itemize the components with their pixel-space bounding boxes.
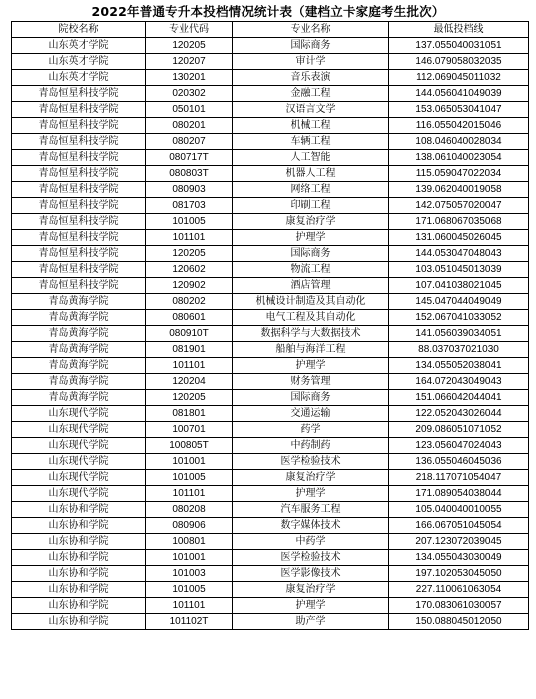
- cell-school-name: 山东协和学院: [12, 502, 146, 518]
- table-row: [12, 102, 529, 118]
- cell-min-score: 144.053047048043: [389, 246, 529, 262]
- table-body: [12, 38, 529, 630]
- table-row: [12, 166, 529, 182]
- cell-major-code: 080903: [146, 182, 233, 198]
- cell-min-score: 141.056039034051: [389, 326, 529, 342]
- cell-major-name: 医学检验技术: [233, 454, 389, 470]
- table-row: [12, 54, 529, 70]
- cell-major-code: 080207: [146, 134, 233, 150]
- cell-min-score: 145.047044049049: [389, 294, 529, 310]
- header-major-code: 专业代码: [146, 22, 233, 38]
- cell-major-name: 酒店管理: [233, 278, 389, 294]
- cell-major-code: 080803T: [146, 166, 233, 182]
- table-row: [12, 150, 529, 166]
- table-row: [12, 134, 529, 150]
- cell-major-name: 音乐表演: [233, 70, 389, 86]
- cell-major-name: 机器人工程: [233, 166, 389, 182]
- table-row: [12, 422, 529, 438]
- cell-school-name: 青岛黄海学院: [12, 326, 146, 342]
- header-school-name: 院校名称: [12, 22, 146, 38]
- table-row: [12, 470, 529, 486]
- cell-major-name: 康复治疗学: [233, 582, 389, 598]
- cell-major-name: 国际商务: [233, 390, 389, 406]
- cell-min-score: 88.037037021030: [389, 342, 529, 358]
- cell-school-name: 山东现代学院: [12, 454, 146, 470]
- table-row: [12, 294, 529, 310]
- cell-major-name: 康复治疗学: [233, 470, 389, 486]
- cell-min-score: 134.055043030049: [389, 550, 529, 566]
- cell-major-code: 101001: [146, 550, 233, 566]
- cell-major-code: 120204: [146, 374, 233, 390]
- cell-min-score: 166.067051045054: [389, 518, 529, 534]
- table-row: [12, 230, 529, 246]
- cell-school-name: 青岛恒星科技学院: [12, 246, 146, 262]
- cell-major-name: 财务管理: [233, 374, 389, 390]
- cell-school-name: 山东英才学院: [12, 70, 146, 86]
- table-row: [12, 70, 529, 86]
- cell-major-name: 网络工程: [233, 182, 389, 198]
- cell-min-score: 138.061040023054: [389, 150, 529, 166]
- table-row: [12, 38, 529, 54]
- cell-min-score: 115.059047022034: [389, 166, 529, 182]
- cell-major-code: 080202: [146, 294, 233, 310]
- cell-major-code: 080717T: [146, 150, 233, 166]
- table-row: [12, 342, 529, 358]
- table-row: [12, 278, 529, 294]
- cell-school-name: 山东协和学院: [12, 534, 146, 550]
- cell-major-name: 国际商务: [233, 38, 389, 54]
- cell-min-score: 218.117071054047: [389, 470, 529, 486]
- table-row: [12, 310, 529, 326]
- cell-major-name: 船舶与海洋工程: [233, 342, 389, 358]
- cell-major-code: 120205: [146, 38, 233, 54]
- cell-major-name: 护理学: [233, 358, 389, 374]
- cell-min-score: 151.066042044041: [389, 390, 529, 406]
- cell-min-score: 144.056041049039: [389, 86, 529, 102]
- table-row: [12, 86, 529, 102]
- cell-school-name: 青岛黄海学院: [12, 294, 146, 310]
- cell-major-name: 金融工程: [233, 86, 389, 102]
- cell-min-score: 164.072043049043: [389, 374, 529, 390]
- cell-major-name: 护理学: [233, 486, 389, 502]
- table-row: [12, 454, 529, 470]
- cell-major-name: 康复治疗学: [233, 214, 389, 230]
- cell-school-name: 山东现代学院: [12, 438, 146, 454]
- cell-major-name: 机械设计制造及其自动化: [233, 294, 389, 310]
- cell-major-code: 130201: [146, 70, 233, 86]
- cell-school-name: 青岛恒星科技学院: [12, 102, 146, 118]
- cell-major-name: 助产学: [233, 614, 389, 630]
- table-title: 2022年普通专升本投档情况统计表（建档立卡家庭考生批次）: [91, 4, 445, 19]
- cell-major-code: 081901: [146, 342, 233, 358]
- cell-major-name: 国际商务: [233, 246, 389, 262]
- cell-major-code: 101003: [146, 566, 233, 582]
- header-min-score: 最低投档线: [389, 22, 529, 38]
- cell-major-name: 数字媒体技术: [233, 518, 389, 534]
- cell-min-score: 142.075057020047: [389, 198, 529, 214]
- table-row: [12, 246, 529, 262]
- table-row: [12, 198, 529, 214]
- cell-school-name: 青岛黄海学院: [12, 390, 146, 406]
- cell-major-name: 药学: [233, 422, 389, 438]
- table-header-row: [12, 22, 529, 38]
- cell-major-code: 101101: [146, 486, 233, 502]
- cell-min-score: 227.110061063054: [389, 582, 529, 598]
- cell-school-name: 青岛恒星科技学院: [12, 262, 146, 278]
- cell-major-code: 080201: [146, 118, 233, 134]
- table-row: [12, 550, 529, 566]
- cell-major-name: 汽车服务工程: [233, 502, 389, 518]
- cell-major-code: 101005: [146, 470, 233, 486]
- table-row: [12, 486, 529, 502]
- table-row: [12, 518, 529, 534]
- cell-major-name: 车辆工程: [233, 134, 389, 150]
- cell-major-name: 中药制药: [233, 438, 389, 454]
- cell-major-name: 电气工程及其自动化: [233, 310, 389, 326]
- cell-school-name: 山东协和学院: [12, 566, 146, 582]
- cell-min-score: 131.060045026045: [389, 230, 529, 246]
- cell-school-name: 青岛恒星科技学院: [12, 86, 146, 102]
- table-row: [12, 566, 529, 582]
- cell-major-name: 交通运输: [233, 406, 389, 422]
- cell-min-score: 112.069045011032: [389, 70, 529, 86]
- cell-major-code: 080601: [146, 310, 233, 326]
- cell-major-name: 人工智能: [233, 150, 389, 166]
- cell-major-code: 080208: [146, 502, 233, 518]
- table-row: [12, 534, 529, 550]
- cell-major-name: 数据科学与大数据技术: [233, 326, 389, 342]
- table-row: [12, 118, 529, 134]
- cell-min-score: 152.067041033052: [389, 310, 529, 326]
- cell-major-code: 080906: [146, 518, 233, 534]
- cell-school-name: 山东现代学院: [12, 406, 146, 422]
- cell-major-code: 120207: [146, 54, 233, 70]
- cell-major-code: 020302: [146, 86, 233, 102]
- cell-school-name: 青岛恒星科技学院: [12, 150, 146, 166]
- cell-major-name: 中药学: [233, 534, 389, 550]
- cell-min-score: 123.056047024043: [389, 438, 529, 454]
- cell-major-code: 081703: [146, 198, 233, 214]
- cell-min-score: 153.065053041047: [389, 102, 529, 118]
- cell-school-name: 山东英才学院: [12, 54, 146, 70]
- cell-min-score: 116.055042015046: [389, 118, 529, 134]
- cell-major-name: 印刷工程: [233, 198, 389, 214]
- table-row: [12, 214, 529, 230]
- cell-major-code: 101101: [146, 598, 233, 614]
- cell-school-name: 青岛恒星科技学院: [12, 198, 146, 214]
- table-row: [12, 390, 529, 406]
- table-row: [12, 374, 529, 390]
- table-row: [12, 614, 529, 630]
- cell-school-name: 山东协和学院: [12, 582, 146, 598]
- cell-major-code: 080910T: [146, 326, 233, 342]
- cell-major-code: 120205: [146, 246, 233, 262]
- cell-school-name: 青岛黄海学院: [12, 374, 146, 390]
- cell-min-score: 105.040040010055: [389, 502, 529, 518]
- table-row: [12, 358, 529, 374]
- cell-school-name: 山东英才学院: [12, 38, 146, 54]
- table-row: [12, 326, 529, 342]
- cell-major-name: 汉语言文学: [233, 102, 389, 118]
- cell-major-name: 机械工程: [233, 118, 389, 134]
- cell-school-name: 山东现代学院: [12, 486, 146, 502]
- cell-min-score: 107.041038021045: [389, 278, 529, 294]
- table-row: [12, 582, 529, 598]
- cell-school-name: 山东协和学院: [12, 550, 146, 566]
- cell-min-score: 170.083061030057: [389, 598, 529, 614]
- header-major-name: 专业名称: [233, 22, 389, 38]
- table-row: [12, 182, 529, 198]
- cell-major-code: 120902: [146, 278, 233, 294]
- cell-school-name: 山东协和学院: [12, 598, 146, 614]
- cell-major-code: 100801: [146, 534, 233, 550]
- cell-min-score: 137.055040031051: [389, 38, 529, 54]
- cell-major-code: 101005: [146, 582, 233, 598]
- cell-major-code: 100805T: [146, 438, 233, 454]
- cell-school-name: 青岛恒星科技学院: [12, 134, 146, 150]
- cell-school-name: 青岛恒星科技学院: [12, 278, 146, 294]
- cell-school-name: 青岛恒星科技学院: [12, 214, 146, 230]
- admissions-table: [11, 21, 529, 630]
- cell-min-score: 146.079058032035: [389, 54, 529, 70]
- cell-major-code: 101101: [146, 358, 233, 374]
- cell-major-code: 120602: [146, 262, 233, 278]
- cell-major-code: 050101: [146, 102, 233, 118]
- cell-major-code: 081801: [146, 406, 233, 422]
- table-row: [12, 406, 529, 422]
- cell-min-score: 136.055046045036: [389, 454, 529, 470]
- cell-school-name: 山东协和学院: [12, 614, 146, 630]
- cell-major-code: 120205: [146, 390, 233, 406]
- table-row: [12, 262, 529, 278]
- cell-min-score: 134.055052038041: [389, 358, 529, 374]
- cell-min-score: 103.051045013039: [389, 262, 529, 278]
- cell-major-code: 101101: [146, 230, 233, 246]
- cell-major-name: 医学检验技术: [233, 550, 389, 566]
- cell-min-score: 139.062040019058: [389, 182, 529, 198]
- cell-min-score: 207.123072039045: [389, 534, 529, 550]
- cell-school-name: 青岛恒星科技学院: [12, 166, 146, 182]
- cell-school-name: 青岛黄海学院: [12, 310, 146, 326]
- cell-major-name: 审计学: [233, 54, 389, 70]
- cell-min-score: 197.102053045050: [389, 566, 529, 582]
- cell-school-name: 山东现代学院: [12, 470, 146, 486]
- table-row: [12, 502, 529, 518]
- cell-min-score: 108.046040028034: [389, 134, 529, 150]
- cell-min-score: 209.086051071052: [389, 422, 529, 438]
- cell-major-name: 医学影像技术: [233, 566, 389, 582]
- cell-school-name: 青岛黄海学院: [12, 358, 146, 374]
- cell-school-name: 山东现代学院: [12, 422, 146, 438]
- cell-school-name: 青岛恒星科技学院: [12, 182, 146, 198]
- table-row: [12, 598, 529, 614]
- cell-major-name: 护理学: [233, 598, 389, 614]
- cell-min-score: 150.088045012050: [389, 614, 529, 630]
- cell-school-name: 山东协和学院: [12, 518, 146, 534]
- cell-major-name: 物流工程: [233, 262, 389, 278]
- cell-min-score: 171.068067035068: [389, 214, 529, 230]
- table-row: [12, 438, 529, 454]
- cell-major-code: 100701: [146, 422, 233, 438]
- cell-school-name: 青岛黄海学院: [12, 342, 146, 358]
- cell-min-score: 122.052043026044: [389, 406, 529, 422]
- cell-major-code: 101102T: [146, 614, 233, 630]
- cell-major-code: 101005: [146, 214, 233, 230]
- cell-school-name: 青岛恒星科技学院: [12, 230, 146, 246]
- cell-min-score: 171.089054038044: [389, 486, 529, 502]
- cell-major-code: 101001: [146, 454, 233, 470]
- cell-school-name: 青岛恒星科技学院: [12, 118, 146, 134]
- cell-major-name: 护理学: [233, 230, 389, 246]
